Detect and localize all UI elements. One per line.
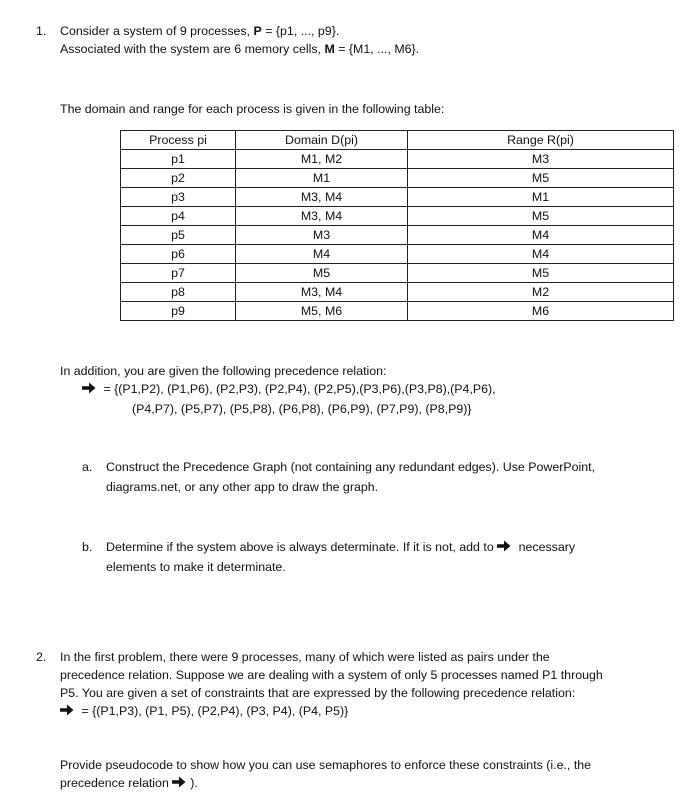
range-cell: M6 (408, 302, 674, 321)
question-2-line2: precedence relation. Suppose we are dealing with a system of only 5 processes named P1 through (60, 668, 603, 682)
table-row (121, 226, 674, 245)
domain-cell: M5, M6 (236, 302, 408, 321)
process-set-symbol: P (253, 24, 262, 38)
domain-cell: M3, M4 (236, 207, 408, 226)
right-arrow-icon (172, 776, 186, 788)
domain-cell: M1 (236, 169, 408, 188)
table-row (121, 302, 674, 321)
question-2-relation (60, 702, 348, 720)
range-cell: M1 (408, 188, 674, 207)
right-arrow-icon (497, 540, 511, 552)
question-2-line3: P5. You are given a set of constraints that are expressed by the following precedence relation: (60, 686, 576, 700)
process-cell: p4 (121, 207, 236, 226)
question-2-pseudo-line2 (60, 774, 198, 792)
domain-range-table (120, 130, 674, 321)
question-1-line1-pre: Consider a system of 9 processes, (60, 24, 254, 38)
process-cell: p1 (121, 150, 236, 169)
part-b (82, 538, 575, 556)
part-b-line1-post: necessary (515, 540, 576, 554)
domain-cell: M1, M2 (236, 150, 408, 169)
table-row (121, 169, 674, 188)
question-1-line1-post: = {p1, ..., p9}. (261, 24, 340, 38)
table-header-domain: Domain D(pi) (236, 131, 408, 150)
question-2-header (36, 648, 550, 666)
part-a (82, 458, 595, 476)
table-row (121, 188, 674, 207)
question-2-line1: In the first problem, there were 9 processes, many of which were listed as pairs under the (60, 650, 550, 664)
range-cell: M5 (408, 264, 674, 283)
question-2-pseudo-line2-pre: precedence relation (60, 776, 173, 790)
precedence-relation-line1 (82, 380, 496, 398)
part-a-label: a. (82, 460, 93, 474)
table-row (121, 207, 674, 226)
range-cell: M2 (408, 283, 674, 302)
process-cell: p3 (121, 188, 236, 207)
process-cell: p5 (121, 226, 236, 245)
process-cell: p7 (121, 264, 236, 283)
question-2-number: 2. (36, 650, 47, 664)
question-1-number: 1. (36, 24, 47, 38)
precedence-intro: In addition, you are given the following precedence relation: (60, 364, 387, 378)
part-b-label: b. (82, 540, 93, 554)
question-1-line2-post: = {M1, ..., M6}. (334, 42, 420, 56)
process-cell: p2 (121, 169, 236, 188)
table-header-range: Range R(pi) (408, 131, 674, 150)
domain-cell: M4 (236, 245, 408, 264)
domain-cell: M5 (236, 264, 408, 283)
part-b-line1-pre: Determine if the system above is always determinate. If it is not, add to (106, 540, 498, 554)
domain-cell: M3, M4 (236, 283, 408, 302)
question-2-pseudo-line2-post: ). (190, 776, 198, 790)
memory-set-symbol: M (324, 42, 335, 56)
process-cell: p8 (121, 283, 236, 302)
domain-cell: M3 (236, 226, 408, 245)
part-b-line2: elements to make it determinate. (106, 560, 286, 574)
process-cell: p9 (121, 302, 236, 321)
process-cell: p6 (121, 245, 236, 264)
right-arrow-icon (82, 382, 96, 394)
table-row (121, 150, 674, 169)
range-cell: M5 (408, 207, 674, 226)
table-intro: The domain and range for each process is given in the following table: (60, 102, 445, 116)
range-cell: M5 (408, 169, 674, 188)
range-cell: M3 (408, 150, 674, 169)
question-2-pseudo-line1: Provide pseudocode to show how you can use semaphores to enforce these constraints (i.e., the (60, 758, 592, 772)
table-row (121, 245, 674, 264)
range-cell: M4 (408, 245, 674, 264)
question-1-header (36, 22, 339, 40)
part-a-line2: diagrams.net, or any other app to draw the graph. (106, 480, 379, 494)
precedence-relation-line2: (P4,P7), (P5,P7), (P5,P8), (P6,P8), (P6,P9), (P7,P9), (P8,P9)} (132, 402, 472, 416)
table-row (121, 283, 674, 302)
question-2-relation-text: = {(P1,P3), (P1, P5), (P2,P4), (P3, P4), (P4, P5)} (78, 704, 349, 718)
range-cell: M4 (408, 226, 674, 245)
table-header-process: Process pi (121, 131, 236, 150)
part-a-line1: Construct the Precedence Graph (not containing any redundant edges). Use PowerPoint, (106, 460, 596, 474)
domain-cell: M3, M4 (236, 188, 408, 207)
right-arrow-icon (60, 704, 74, 716)
table-row (121, 264, 674, 283)
question-1-line2 (60, 40, 419, 58)
precedence-relation-text1: = {(P1,P2), (P1,P6), (P2,P3), (P2,P4), (P2,P5),(P3,P6),(P3,P8),(P4,P6), (100, 382, 496, 396)
table-header-row (121, 131, 674, 150)
question-1-line2-pre: Associated with the system are 6 memory cells, (60, 42, 325, 56)
